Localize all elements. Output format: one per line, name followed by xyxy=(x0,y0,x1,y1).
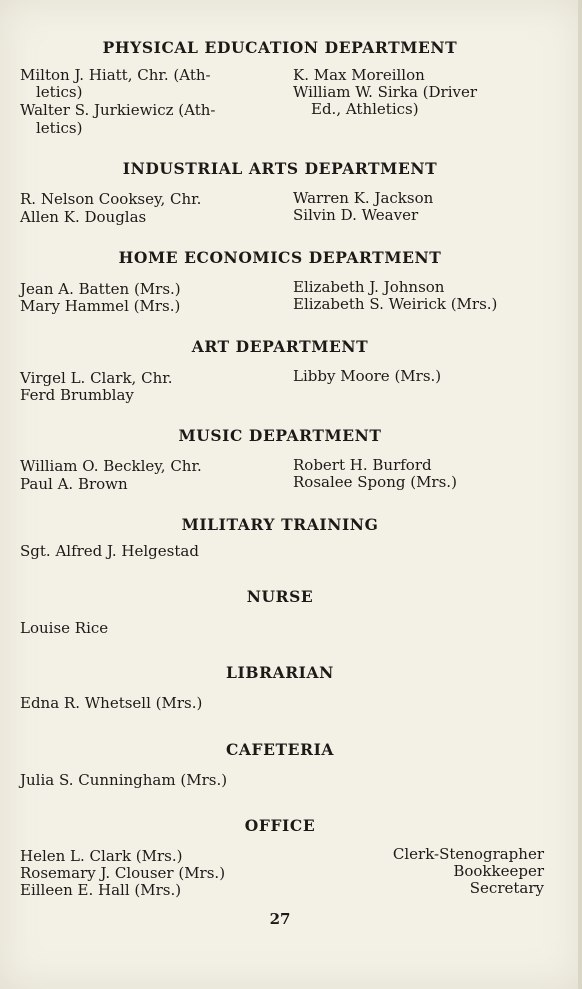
staff-role: Clerk-Stenographer xyxy=(392,845,544,863)
staff-name: Virgel L. Clark, Chr. xyxy=(20,369,173,387)
staff-name: Milton J. Hiatt, Chr. (Ath- xyxy=(20,66,211,84)
office-heading: OFFICE xyxy=(244,816,316,835)
page-number: 27 xyxy=(269,910,291,928)
staff-role: Bookkeeper xyxy=(453,862,544,880)
cafeteria-heading: CAFETERIA xyxy=(225,740,335,759)
staff-name-continued: letics) xyxy=(36,119,83,137)
staff-name: Allen K. Douglas xyxy=(20,208,147,226)
music-heading: MUSIC DEPARTMENT xyxy=(178,426,382,445)
nurse-heading: NURSE xyxy=(246,587,314,606)
staff-name: Elizabeth S. Weirick (Mrs.) xyxy=(293,295,498,313)
staff-name: Walter S. Jurkiewicz (Ath- xyxy=(20,101,216,119)
staff-name: Mary Hammel (Mrs.) xyxy=(20,297,181,315)
staff-name: Elizabeth J. Johnson xyxy=(293,278,445,296)
military-training-heading: MILITARY TRAINING xyxy=(181,515,379,534)
staff-name: Edna R. Whetsell (Mrs.) xyxy=(20,694,203,712)
staff-name: Libby Moore (Mrs.) xyxy=(293,367,442,385)
staff-name: Rosalee Spong (Mrs.) xyxy=(293,473,457,491)
staff-name-continued: letics) xyxy=(36,83,83,101)
staff-name: Louise Rice xyxy=(20,619,109,637)
staff-name-continued: Ed., Athletics) xyxy=(311,100,419,118)
staff-name: Silvin D. Weaver xyxy=(293,206,419,224)
staff-name: R. Nelson Cooksey, Chr. xyxy=(20,190,202,208)
staff-name: K. Max Moreillon xyxy=(293,66,425,84)
physical-education-heading: PHYSICAL EDUCATION DEPARTMENT xyxy=(102,38,458,57)
staff-name: Rosemary J. Clouser (Mrs.) xyxy=(20,864,226,882)
art-heading: ART DEPARTMENT xyxy=(191,337,369,356)
staff-name: Warren K. Jackson xyxy=(293,189,434,207)
staff-name: Robert H. Burford xyxy=(293,456,432,474)
staff-name: Paul A. Brown xyxy=(20,475,128,493)
page-edge xyxy=(578,0,582,989)
staff-name: Julia S. Cunningham (Mrs.) xyxy=(20,771,228,789)
staff-name: William W. Sirka (Driver xyxy=(293,83,478,101)
staff-name: Sgt. Alfred J. Helgestad xyxy=(20,542,199,560)
industrial-arts-heading: INDUSTRIAL ARTS DEPARTMENT xyxy=(122,159,438,178)
home-economics-heading: HOME ECONOMICS DEPARTMENT xyxy=(118,248,442,267)
staff-name: Ferd Brumblay xyxy=(20,386,134,404)
staff-role: Secretary xyxy=(469,879,544,897)
staff-name: William O. Beckley, Chr. xyxy=(20,457,202,475)
staff-name: Eilleen E. Hall (Mrs.) xyxy=(20,881,182,899)
librarian-heading: LIBRARIAN xyxy=(226,663,334,682)
staff-name: Helen L. Clark (Mrs.) xyxy=(20,847,183,865)
staff-name: Jean A. Batten (Mrs.) xyxy=(20,280,181,298)
